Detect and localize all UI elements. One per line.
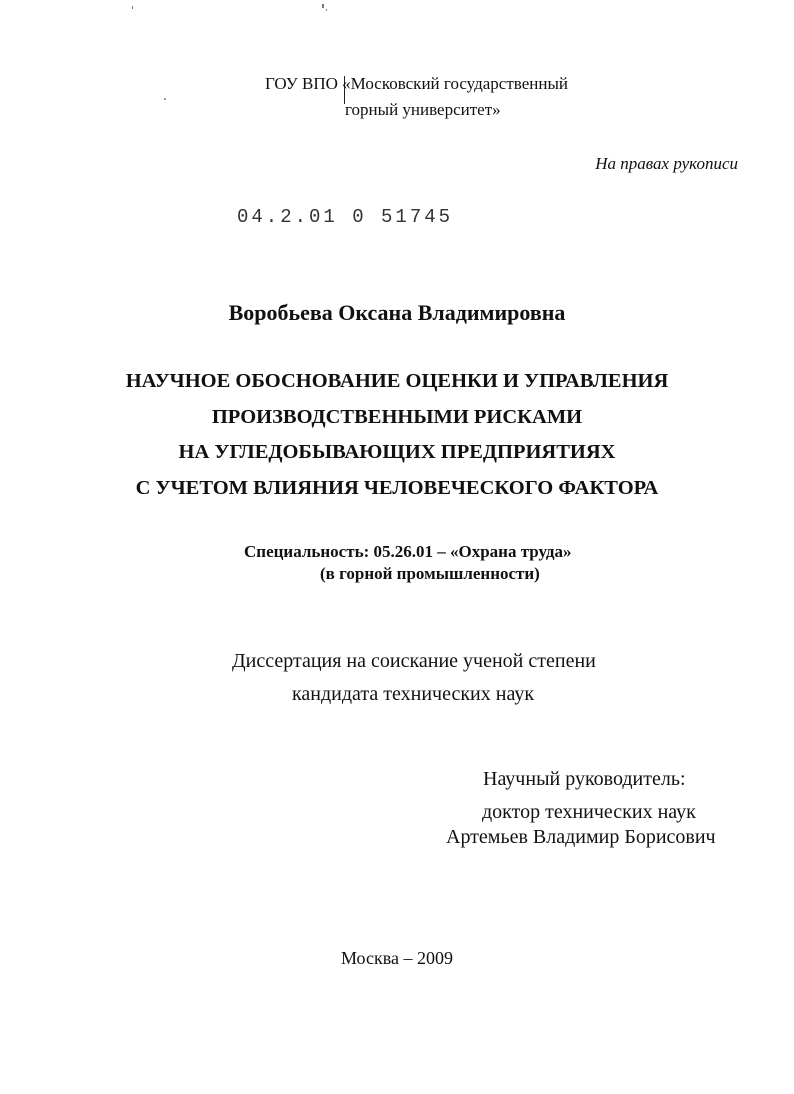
specialty-line-2: (в горной промышленности) [320, 564, 540, 583]
supervisor-name: Артемьев Владимир Борисович [446, 826, 716, 848]
speck [326, 9, 327, 11]
specialty-line-1: Специальность: 05.26.01 – «Охрана труда» [244, 542, 572, 561]
dissertation-title [0, 364, 794, 506]
city-year: Москва – 2009 [341, 948, 453, 968]
supervisor-label: Научный руководитель: [483, 768, 686, 790]
supervisor-degree: доктор технических наук [482, 801, 696, 823]
organization-line-1: ГОУ ВПО «Московский государственный [265, 74, 568, 93]
speck [322, 4, 324, 8]
title-line: ПРОИЗВОДСТВЕННЫМИ РИСКАМИ [211, 405, 583, 428]
rights-note: На правах рукописи [595, 154, 738, 173]
title-line: НАУЧНОЕ ОБОСНОВАНИЕ ОЦЕНКИ И УПРАВЛЕНИЯ [125, 370, 669, 392]
dissertation-line-2: кандидата технических наук [292, 683, 535, 705]
title-line: НА УГЛЕДОБЫВАЮЩИХ ПРЕДПРИЯТИЯХ [178, 441, 616, 463]
speck [164, 98, 166, 100]
registration-number: 04.2.01 0 51745 [237, 206, 454, 228]
organization-line-2: горный университет» [345, 100, 501, 119]
speck [132, 6, 133, 9]
author-name: Воробьева Оксана Владимировна [228, 300, 566, 325]
title-line: С УЧЕТОМ ВЛИЯНИЯ ЧЕЛОВЕЧЕСКОГО ФАКТОРА [135, 476, 659, 499]
dissertation-line-1: Диссертация на соискание ученой степени [232, 650, 596, 672]
